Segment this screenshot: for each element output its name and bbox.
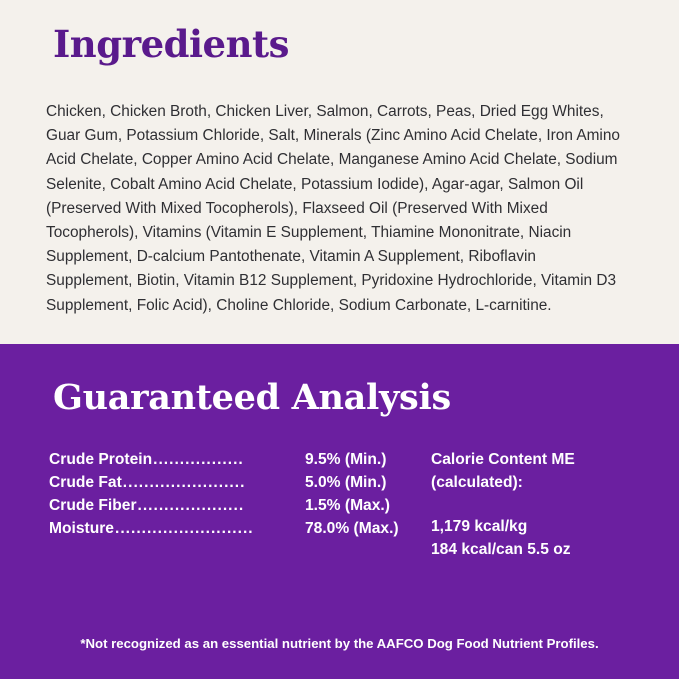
calorie-content-block [431, 448, 633, 561]
nutrient-value: 5.0% (Min.) [305, 474, 387, 491]
nutrient-value: 9.5% (Min.) [305, 451, 387, 468]
leader-dots: .......................... [114, 520, 254, 537]
guaranteed-analysis-section [0, 344, 679, 679]
leader-dots: .................... [137, 497, 245, 514]
table-row [49, 448, 409, 471]
ingredients-heading: Ingredients [53, 22, 289, 66]
guaranteed-analysis-heading: Guaranteed Analysis [53, 377, 451, 418]
table-row [49, 471, 409, 494]
nutrient-value: 1.5% (Max.) [305, 497, 390, 514]
calorie-heading-line2: (calculated): [431, 474, 523, 491]
leader-dots: ................. [153, 451, 244, 468]
guaranteed-analysis-columns [46, 448, 633, 561]
table-row [49, 494, 409, 517]
nutrient-name: Crude Protein [49, 451, 153, 468]
footnote: *Not recognized as an essential nutrient by the AAFCO Dog Food Nutrient Profiles. [80, 636, 599, 651]
table-row [49, 517, 409, 540]
nutrient-name: Moisture [49, 520, 114, 537]
calorie-value-per-kg: 1,179 kcal/kg [431, 518, 528, 535]
nutrient-table [49, 448, 409, 540]
calorie-value-per-can: 184 kcal/can 5.5 oz [431, 541, 571, 558]
nutrient-name: Crude Fat [49, 474, 122, 491]
nutrient-value: 78.0% (Max.) [305, 520, 399, 537]
ingredients-text: Chicken, Chicken Broth, Chicken Liver, Salmon, Carrots, Peas, Dried Egg Whites, Guar Gum, Potassium Chloride, Salt, Minerals (Zinc Amino Acid Chelate, Iron Amino Acid Chelate, Copper Amino Acid Chelate, Manganese Amino Acid Chelate, Sodium Selenite, Cobalt Amino Acid Chelate, Potassium Iodide), Agar-agar, Salmon Oil (Preserved With Mixed Tocopherols), Flaxseed Oil (Preserved With Mixed Tocopherols), Vitamins (Vitamin E Supplement, Thiamine Mononitrate, Niacin Supplement, D-calcium Pantothenate, Vitamin A Supplement, Riboflavin Supplement, Biotin, Vitamin B12 Supplement, Pyridoxine Hydrochloride, Vitamin D3 Supplement, Folic Acid), Choline Chloride, Sodium Carbonate, L-carnitine. [46, 103, 620, 314]
calorie-heading [431, 448, 633, 494]
calorie-heading-line1: Calorie Content ME [431, 451, 575, 468]
nutrient-name: Crude Fiber [49, 497, 137, 514]
leader-dots: ....................... [122, 474, 246, 491]
